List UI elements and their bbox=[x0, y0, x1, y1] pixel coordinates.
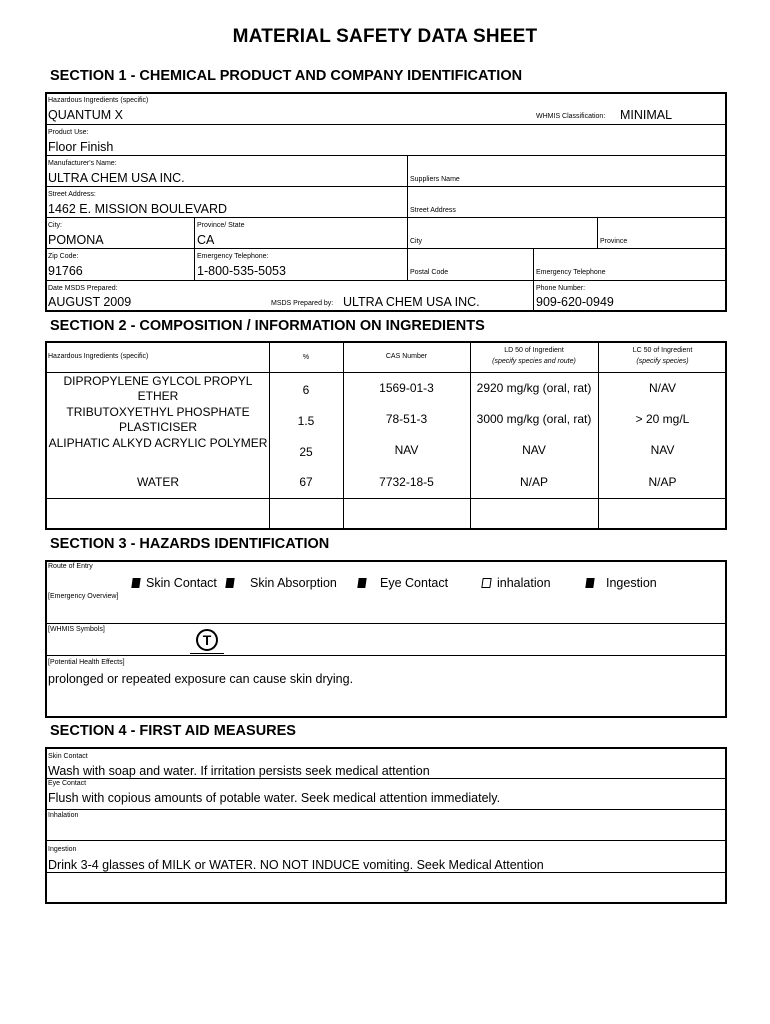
route-skin-contact: Skin Contact bbox=[132, 576, 217, 590]
supplier-street-label: Street Address bbox=[410, 207, 456, 214]
ingredient-lc50: N/AV bbox=[648, 381, 677, 395]
province-value: CA bbox=[197, 233, 215, 247]
street-address-value: 1462 E. MISSION BOULEVARD bbox=[48, 202, 227, 216]
suppliers-name-label: Suppliers Name bbox=[410, 176, 460, 183]
ingredient-cas: NAV bbox=[394, 443, 419, 457]
checked-checkbox-icon bbox=[357, 578, 366, 588]
ingredient-name: TRIBUTOXYETHYL PHOSPHATE PLASTICISER bbox=[66, 405, 250, 434]
unchecked-checkbox-icon bbox=[481, 578, 491, 588]
phone-number-label: Phone Number: bbox=[536, 285, 586, 292]
checked-checkbox-icon bbox=[225, 578, 234, 588]
document-title: MATERIAL SAFETY DATA SHEET bbox=[232, 26, 538, 47]
emergency-overview-label: [Emergency Overview] bbox=[48, 593, 119, 600]
section1-heading: SECTION 1 - CHEMICAL PRODUCT AND COMPANY IDENTIFICATION bbox=[50, 68, 523, 84]
ingredient-ld50: 2920 mg/kg (oral, rat) bbox=[476, 381, 592, 395]
col-header-lc50: LC 50 of Ingredient bbox=[632, 347, 693, 354]
hazardous-ingredients-label: Hazardous Ingredients (specific) bbox=[48, 97, 149, 104]
supplier-city-label: City bbox=[410, 238, 423, 245]
section3-heading: SECTION 3 - HAZARDS IDENTIFICATION bbox=[50, 536, 330, 552]
ingredient-cas: 78-51-3 bbox=[385, 412, 428, 426]
manufacturer-label: Manufacturer's Name: bbox=[48, 160, 117, 167]
col-header-percent: % bbox=[302, 354, 310, 361]
ingredient-lc50: > 20 mg/L bbox=[635, 412, 690, 426]
city-value: POMONA bbox=[48, 233, 104, 247]
city-label: City: bbox=[48, 222, 62, 229]
whmis-classification-value: MINIMAL bbox=[620, 108, 673, 122]
first-aid-eye-label: Eye Contact bbox=[48, 780, 87, 787]
ingredient-name: WATER bbox=[137, 475, 179, 489]
whmis-classification-label: WHMIS Classification: bbox=[536, 113, 606, 120]
ingredient-percent: 6 bbox=[302, 383, 310, 397]
date-prepared-label: Date MSDS Prepared: bbox=[48, 285, 118, 292]
route-eye-contact: Eye Contact bbox=[358, 576, 448, 590]
date-prepared-value: AUGUST 2009 bbox=[48, 295, 132, 309]
emergency-telephone-label: Emergency Telephone: bbox=[197, 253, 269, 260]
section4-heading: SECTION 4 - FIRST AID MEASURES bbox=[50, 723, 296, 739]
first-aid-ingestion-label: Ingestion bbox=[48, 846, 77, 853]
province-label: Province/ State bbox=[197, 222, 245, 229]
first-aid-skin-value: Wash with soap and water. If irritation persists seek medical attention bbox=[48, 764, 430, 778]
checked-checkbox-icon bbox=[131, 578, 140, 588]
postal-code-label: Postal Code bbox=[410, 269, 449, 276]
route-of-entry-label: Route of Entry bbox=[48, 563, 93, 570]
first-aid-eye-value: Flush with copious amounts of potable water. Seek medical attention immediately. bbox=[48, 791, 501, 805]
col-header-ld50: LD 50 of Ingredient bbox=[504, 347, 564, 354]
product-use-label: Product Use: bbox=[48, 129, 89, 136]
prepared-by-label: MSDS Prepared by: bbox=[271, 300, 334, 307]
manufacturer-value: ULTRA CHEM USA INC. bbox=[48, 171, 185, 185]
col-header-lc50-sub: (specify species) bbox=[636, 358, 689, 365]
toxic-symbol-icon: T bbox=[196, 629, 218, 651]
route-inhalation: inhalation bbox=[482, 576, 551, 590]
ingredient-ld50: NAV bbox=[522, 443, 546, 457]
whmis-symbols-label: [WHMIS Symbols] bbox=[48, 626, 105, 633]
section2-heading: SECTION 2 - COMPOSITION / INFORMATION ON INGREDIENTS bbox=[50, 318, 485, 334]
prepared-by-value: ULTRA CHEM USA INC. bbox=[343, 295, 480, 309]
first-aid-inhalation-label: Inhalation bbox=[48, 812, 79, 819]
ingredient-name: ALIPHATIC ALKYD ACRYLIC POLYMER bbox=[48, 436, 268, 450]
zip-code-value: 91766 bbox=[48, 264, 83, 278]
first-aid-ingestion-value: Drink 3-4 glasses of MILK or WATER. NO NOT INDUCE vomiting. Seek Medical Attention bbox=[48, 858, 544, 872]
first-aid-skin-label: Skin Contact bbox=[48, 753, 88, 760]
checked-checkbox-icon bbox=[585, 578, 594, 588]
route-ingestion: Ingestion bbox=[586, 576, 657, 590]
product-use-value: Floor Finish bbox=[48, 140, 114, 154]
ingredient-name: DIPROPYLENE GYLCOL PROPYL ETHER bbox=[63, 374, 253, 403]
hazardous-ingredients-value: QUANTUM X bbox=[48, 108, 123, 122]
supplier-emergency-label: Emergency Telephone bbox=[536, 269, 606, 276]
health-effects-value: prolonged or repeated exposure can cause skin drying. bbox=[48, 672, 354, 686]
col-header-cas: CAS Number bbox=[385, 353, 428, 360]
health-effects-label: [Potential Health Effects] bbox=[48, 659, 125, 666]
ingredient-cas: 1569-01-3 bbox=[379, 381, 434, 395]
col-header-ingredients: Hazardous Ingredients (specific) bbox=[48, 353, 149, 360]
col-header-ld50-sub: (specify species and route) bbox=[492, 358, 576, 365]
supplier-province-label: Province bbox=[600, 238, 628, 245]
ingredient-percent: 67 bbox=[299, 475, 313, 489]
emergency-telephone-value: 1-800-535-5053 bbox=[197, 264, 286, 278]
ingredient-ld50: 3000 mg/kg (oral, rat) bbox=[476, 412, 592, 426]
ingredient-percent: 1.5 bbox=[297, 414, 315, 428]
ingredient-cas: 7732-18-5 bbox=[379, 475, 434, 489]
ingredient-lc50: N/AP bbox=[648, 475, 677, 489]
ingredient-lc50: NAV bbox=[650, 443, 675, 457]
zip-code-label: Zip Code: bbox=[48, 253, 79, 260]
phone-number-value: 909-620-0949 bbox=[536, 295, 614, 309]
ingredient-percent: 25 bbox=[299, 445, 313, 459]
ingredient-ld50: N/AP bbox=[519, 475, 548, 489]
street-address-label: Street Address: bbox=[48, 191, 96, 198]
route-skin-absorption: Skin Absorption bbox=[226, 576, 337, 590]
